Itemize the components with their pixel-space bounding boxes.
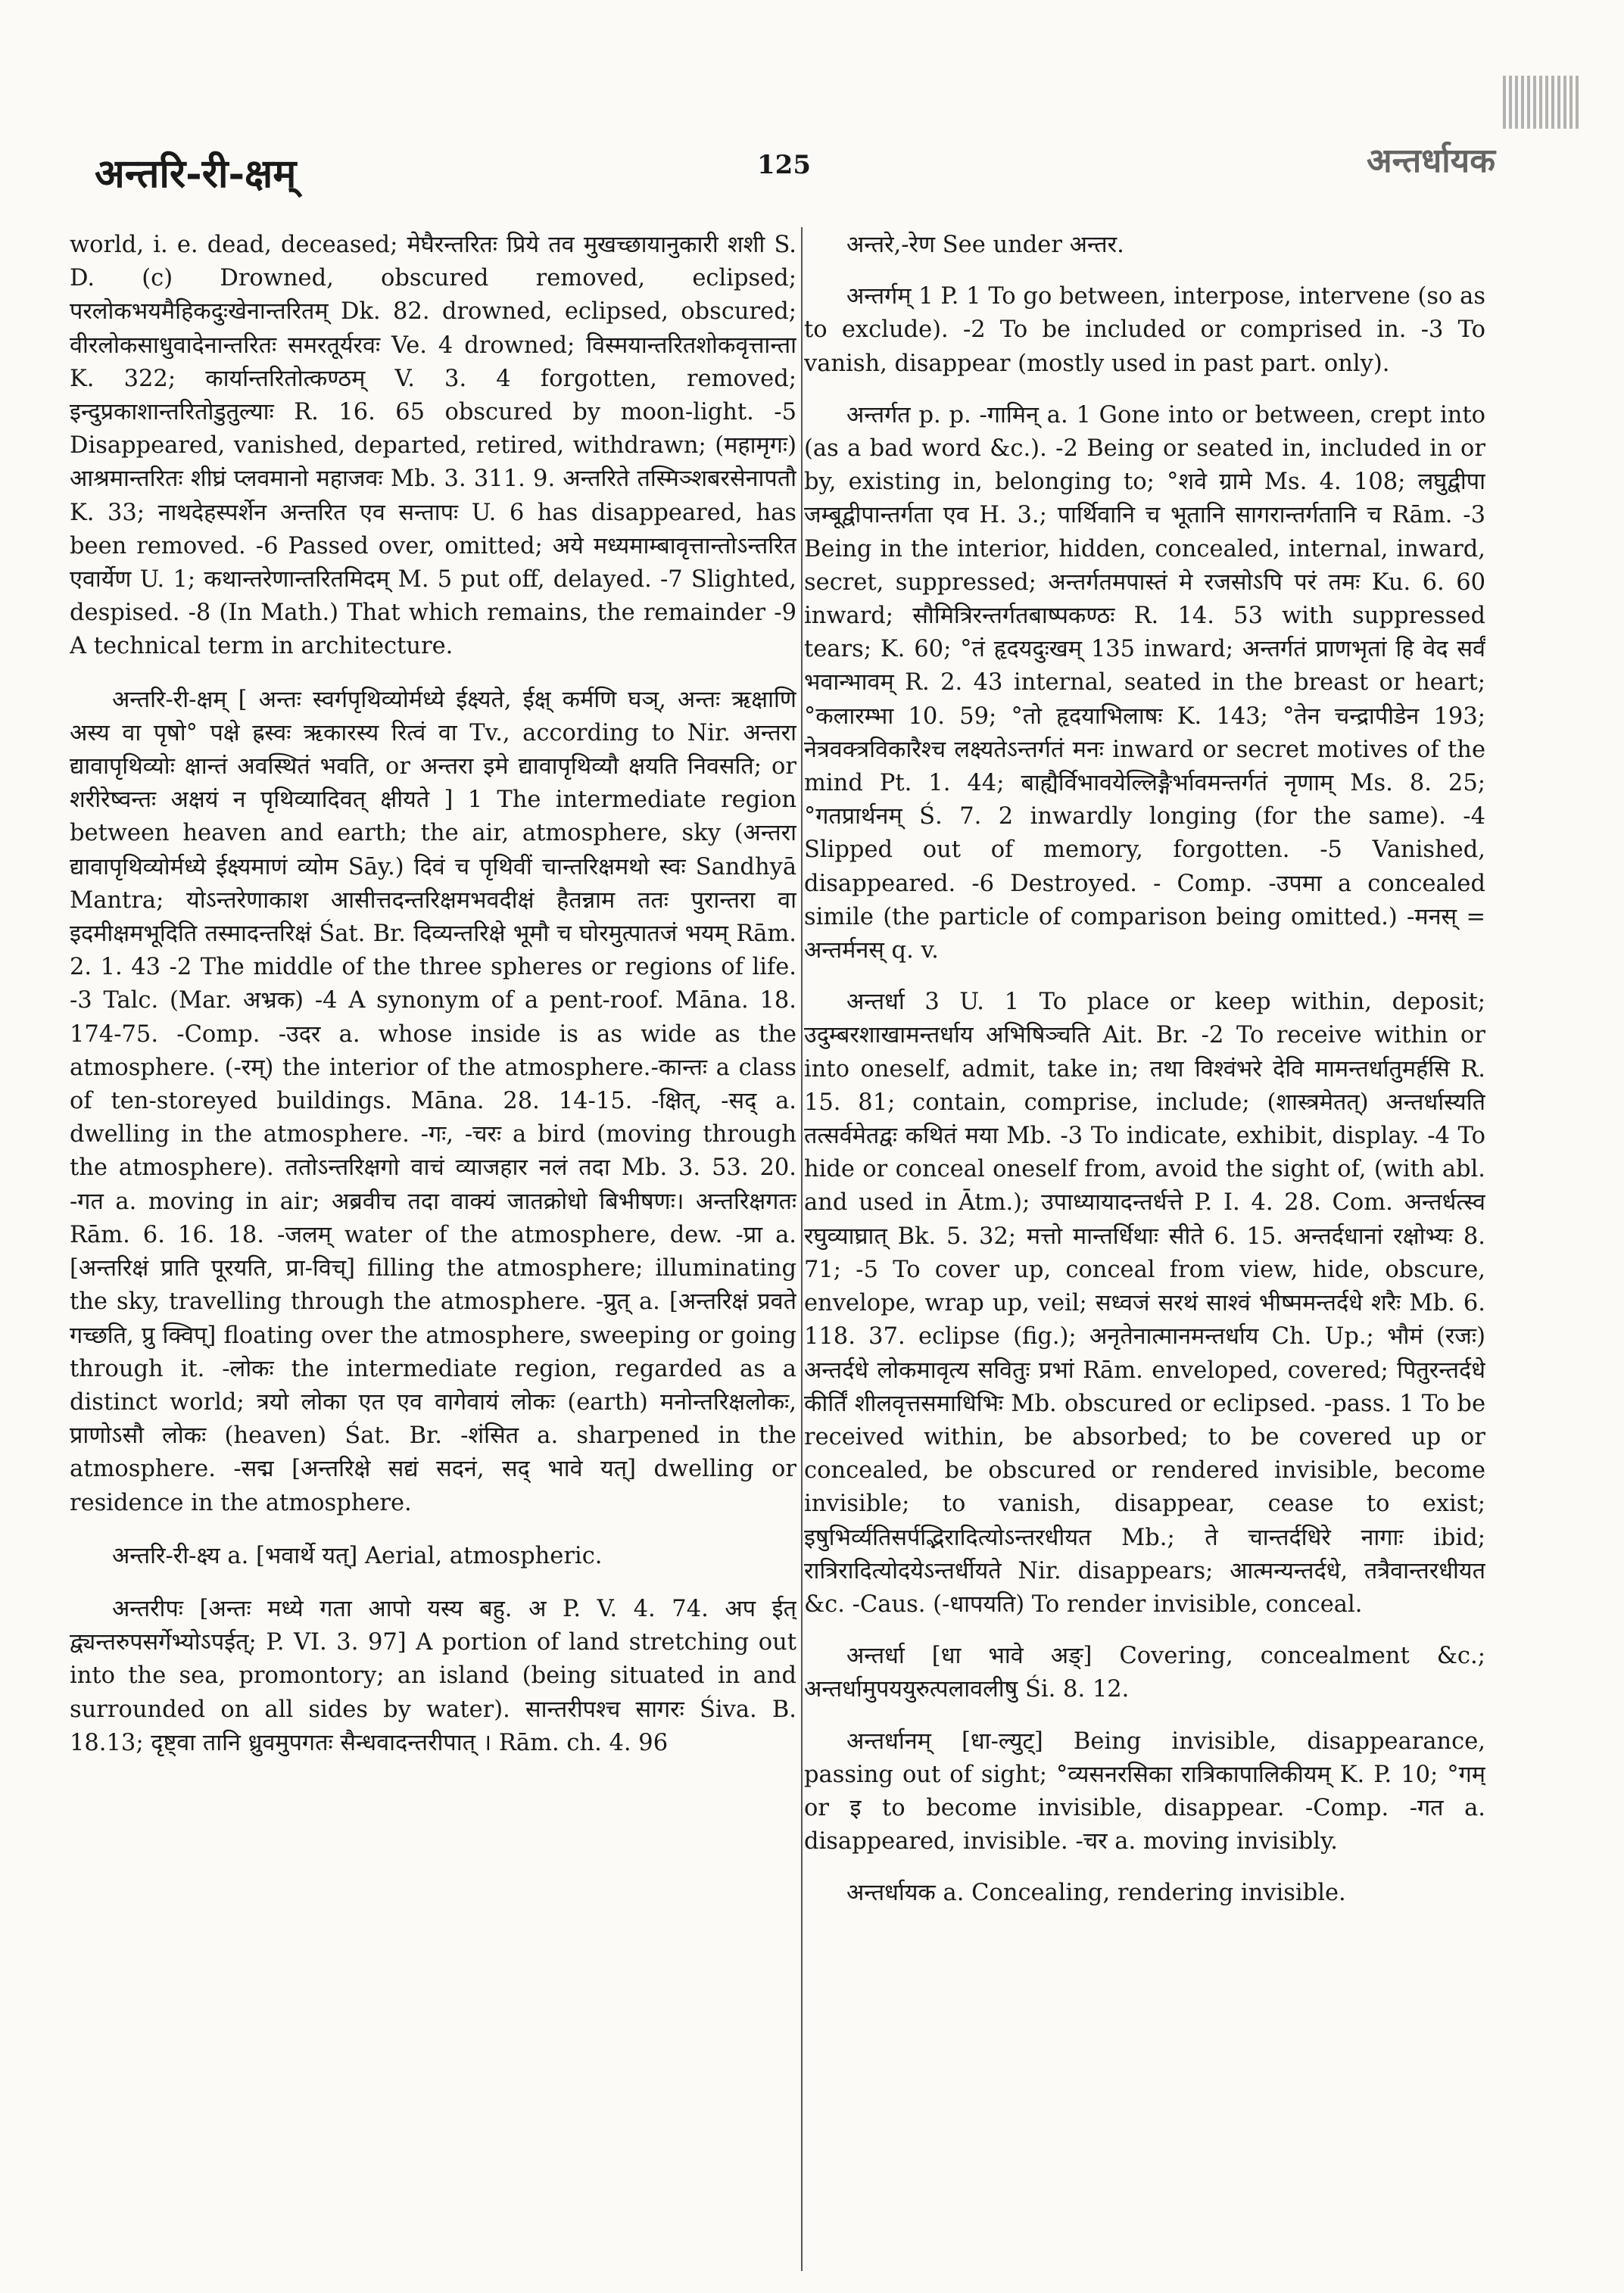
dictionary-entry: अन्तर्धानम् [धा-ल्युट्] Being invisible, disappearance, passing out of sight; °व्यसनरसिका रात्रिकापालिकीयम् K. P. 10; °गम् or इ to become invisible, disappear. -Comp. -गत a. disappeared, invisible. -चर a. moving invisibly.: [804, 1728, 1485, 1855]
dictionary-entry: अन्तर्धा [धा भावे अङ्] Covering, concealment &c.; अन्तर्धामुपययुरुत्पलावलीषु Śi. 8. 12.: [804, 1643, 1485, 1703]
dictionary-entry: अन्तरि-री-क्षम् [ अन्तः स्वर्गपृथिव्योर्मध्ये ईक्ष्यते, ईक्ष् कर्मणि घञ्, अन्तः ऋक्षाणि अस्य वा पृषो° पक्षे ह्रस्वः ऋकारस्य रित्वं वा Tv., according to Nir. अन्तरा द्यावापृथिव्योः क्षान्तं अवस्थितं भवति, or अन्तरा इमे द्यावापृथिव्यौ क्षयति निवसति; or शरीरेष्वन्तः अक्षयं न पृथिव्यादिवत् क्षीयते ] 1 The intermediate region between heaven and earth; the air, atmosphere, sky (अन्तरा द्यावापृथिव्योर्मध्ये ईक्ष्यमाणं व्योम Sāy.) दिवं च पृथिवीं चान्तरिक्षमथो स्वः Sandhyā Mantra; योऽन्तरेणाकाश आसीत्तदन्तरिक्षमभवदीक्षं हैतन्नाम ततः पुरान्तरा वा इदमीक्षमभूदिति तस्मादन्तरिक्षं Śat. Br. दिव्यन्तरिक्षे भूमौ च घोरमुत्पातजं भयम् Rām. 2. 1. 43 -2 The middle of the three spheres or regions of life. -3 Talc. (Mar. अभ्रक) -4 A synonym of a pent-roof. Māna. 18. 174-75. -Comp. -उदर a. whose inside is as wide as the atmosphere. (-रम्) the interior of the atmosphere.-कान्तः a class of ten-storeyed buildings. Māna. 28. 14-15. -क्षित्, -सद् a. dwelling in the atmosphere. -गः, -चरः a bird (moving through the atmosphere). ततोऽन्तरिक्षगो वाचं व्याजहार नलं तदा Mb. 3. 53. 20. -गत a. moving in air; अब्रवीच तदा वाक्यं जातक्रोधो बिभीषणः। अन्तरिक्षगतः Rām. 6. 16. 18. -जलम् water of the atmosphere, dew. -प्रा a. [अन्तरिक्षं प्राति पूरयति, प्रा-विच्] filling the atmosphere; illuminating the sky, travelling through the atmosphere. -प्रुत् a. [अन्तरिक्षं प्रवते गच्छति, प्रु क्विप्] floating over the atmosphere, sweeping or going through it. -लोकः the intermediate region, regarded as a distinct world; त्रयो लोका एत एव वागेवायं लोकः (earth) मनोन्तरिक्षलोकः, प्राणोऽसौ लोकः (heaven) Śat. Br. -शंसित a. sharpened in the atmosphere. -सद्म [अन्तरिक्षे सद्यं सदनं, सद् भावे यत्] dwelling or residence in the atmosphere.: [70, 686, 796, 1516]
dictionary-entry: अन्तर्धा 3 U. 1 To place or keep within, deposit; उदुम्बरशाखामन्तर्धाय अभिषिञ्चति Ait. Br. -2 To receive within or into oneself, admit, take in; तथा विश्वंभरे देवि मामन्तर्धातुमर्हसि R. 15. 81; contain, comprise, include; (शास्त्रमेतत्) अन्तर्धास्यति तत्सर्वमेतद्वः कथितं मया Mb. -3 To indicate, exhibit, display. -4 To hide or conceal oneself from, avoid the sight of, (with abl. and used in Ātm.); उपाध्यायादन्तर्धत्ते P. I. 4. 28. Com. अन्तर्धत्स्व रघुव्याघ्रात् Bk. 5. 32; मत्तो मान्तर्धिथाः सीते 6. 15. अन्तर्दधानां रक्षोभ्यः 8. 71; -5 To cover up, conceal from view, hide, obscure, envelope, wrap up, veil; सध्वजं सरथं साश्वं भीष्ममन्तर्दधे शरैः Mb. 6. 118. 37. eclipse (fig.); अनृतेनात्मानमन्तर्धाय Ch. Up.; भौमं (रजः) अन्तर्दधे लोकमावृत्य सवितुः प्रभां Rām. enveloped, covered; पितुरन्तर्दधे कीर्तिं शीलवृत्तसमाधिभिः Mb. obscured or eclipsed. -pass. 1 To be received within, be absorbed; to be covered up or concealed, be obscured or rendered invisible, become invisible; to vanish, disappear, cease to exist; इषुभिर्व्यतिसर्पद्भिरादित्योऽन्तरधीयत Mb.; ते चान्तर्दधिरे नागाः ibid; रात्रिरादित्योदयेऽन्तर्धीयते Nir. disappears; आत्मन्यन्तर्दधे, तत्रैवान्तरधीयत &c. -Caus. (-धापयति) To render invisible, conceal.: [804, 989, 1485, 1618]
column-divider: [801, 227, 803, 2271]
right-column: [804, 229, 1485, 2263]
page-corner-mark: [1503, 76, 1579, 129]
left-column: [70, 229, 796, 2263]
page-number: 125: [757, 150, 811, 180]
dictionary-entry: world, i. e. dead, deceased; मेघैरन्तरितः प्रिये तव मुखच्छायानुकारी शशी S. D. (c) Drowned, obscured removed, eclipsed; परलोकभयमैहिकदुःखेनान्तरितम् Dk. 82. drowned, eclipsed, obscured; वीरलोकसाधुवादेनान्तरितः समरतूर्यरवः Ve. 4 drowned; विस्मयान्तरितशोकवृत्तान्ता K. 322; कार्यान्तरितोत्कण्ठम् V. 3. 4 forgotten, removed; इन्दुप्रकाशान्तरितोडुतुल्याः R. 16. 65 obscured by moon-light. -5 Disappeared, vanished, departed, retired, withdrawn; (महामृगः) आश्रमान्तरितः शीघ्रं प्लवमानो महाजवः Mb. 3. 311. 9. अन्तरिते तस्मिञ्शबरसेनापतौ K. 33; नाथदेहस्पर्शेन अन्तरित एव सन्तापः U. 6 has disappeared, has been removed. -6 Passed over, omitted; अये मध्यमाम्बावृत्तान्तोऽन्तरित एवार्येण U. 1; कथान्तरेणान्तरितमिदम् M. 5 put off, delayed. -7 Slighted, despised. -8 (In Math.) That which remains, the remainder -9 A technical term in architecture.: [70, 232, 796, 660]
page-header: [0, 0, 1624, 197]
dictionary-entry: अन्तर्धायक a. Concealing, rendering invisible.: [846, 1880, 1346, 1907]
right-running-head: अन्तर्धायक: [1366, 142, 1495, 180]
dictionary-entry: अन्तर्गम् 1 P. 1 To go between, interpose, intervene (so as to exclude). -2 To be included or comprised in. -3 To vanish, disappear (mostly used in past part. only).: [804, 283, 1485, 377]
left-running-head: अन्तरि-री-क्षम्: [95, 151, 297, 197]
dictionary-entry: अन्तरि-री-क्ष्य a. [भवार्थे यत्] Aerial, atmospheric.: [112, 1542, 603, 1569]
dictionary-entry: अन्तर्गत p. p. -गामिन् a. 1 Gone into or between, crept into (as a bad word &c.). -2 Being or seated in, included in or by, existing in, belonging to; °शवे ग्रामे Ms. 4. 108; लघुद्वीपा जम्बूद्वीपान्तर्गता एव H. 3.; पार्थिवानि च भूतानि सागरान्तर्गतानि च Rām. -3 Being in the interior, hidden, concealed, internal, inward, secret, suppressed; अन्तर्गतमपास्तं मे रजसोऽपि परं तमः Ku. 6. 60 inward; सौमित्रिरन्तर्गतबाष्पकण्ठः R. 14. 53 with suppressed tears; K. 60; °तं हृदयदुःखम् 135 inward; अन्तर्गतं प्राणभृतां हि वेद सर्वं भवान्भावम् R. 2. 43 internal, seated in the breast or heart; °कलारम्भा 10. 59; °तो हृदयाभिलाषः K. 143; °तेन चन्द्रापीडेन 193; नेत्रवक्त्रविकारैश्च लक्ष्यतेऽन्तर्गतं मनः inward or secret motives of the mind Pt. 1. 44; बाह्यैर्विभावयेल्लिङ्गैर्भावमन्तर्गतं नृणाम् Ms. 8. 25; °गतप्रार्थनम् Ś. 7. 2 inwardly longing (for the same). -4 Slipped out of memory, forgotten. -5 Vanished, disappeared. -6 Destroyed. - Comp. -उपमा a concealed simile (the particle of comparison being omitted.) -मनस् = अन्तर्मनस् q. v.: [804, 401, 1485, 964]
dictionary-entry: अन्तरे,-रेण See under अन्तर.: [846, 232, 1124, 258]
dictionary-entry: अन्तरीपः [अन्तः मध्ये गता आपो यस्य बहु. अ P. V. 4. 74. अप ईत् द्व्यन्तरुपसर्गेभ्योऽपईत्; P. VI. 3. 97] A portion of land stretching out into the sea, promontory; an island (being situated in and surrounded on all sides by water). सान्तरीपश्च सागरः Śiva. B. 18.13; दृष्ट्वा तानि ध्रुवमुपगतः सैन्धवादन्तरीपात् । Rām. ch. 4. 96: [70, 1595, 796, 1756]
